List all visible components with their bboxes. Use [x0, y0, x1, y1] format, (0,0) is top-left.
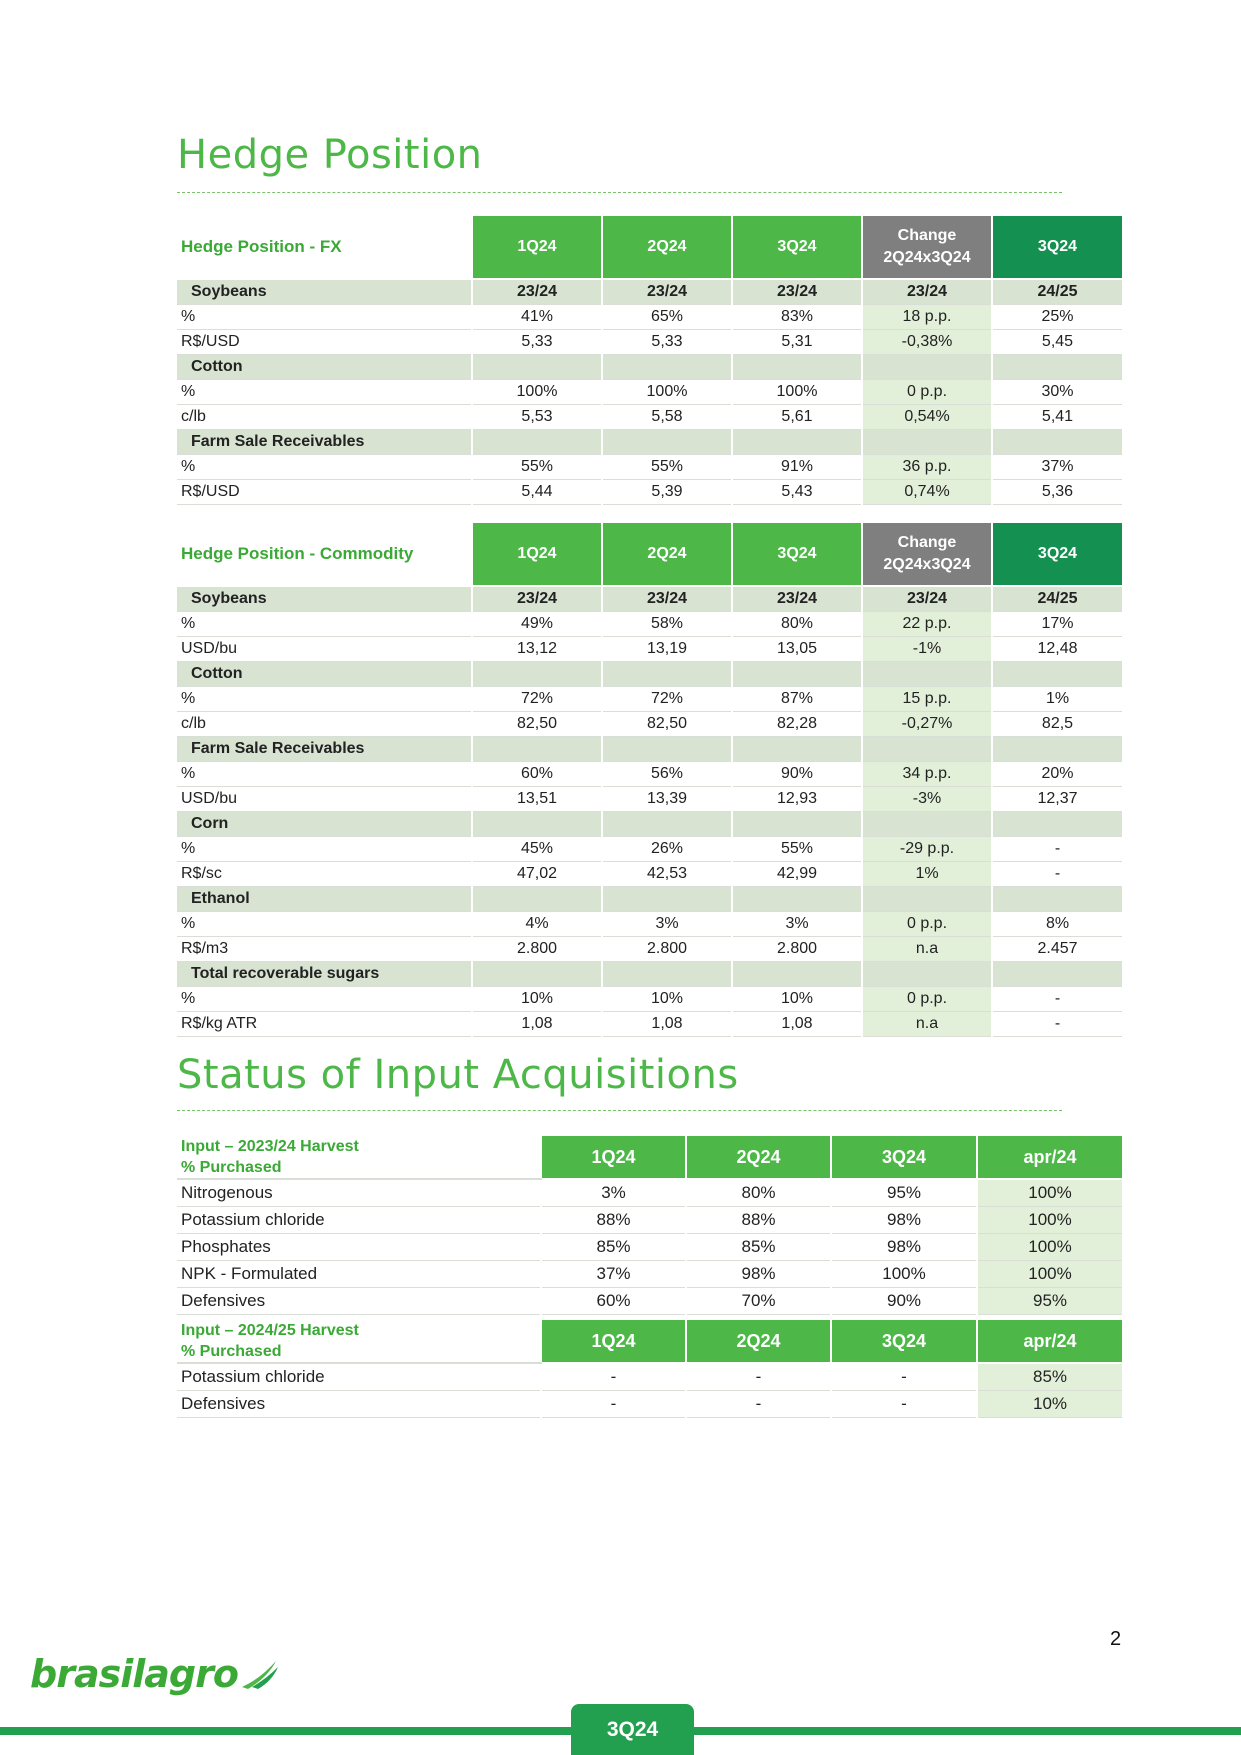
column-header: 1Q24: [541, 1320, 686, 1363]
row-label: %: [177, 762, 472, 787]
section-row: [177, 737, 1123, 762]
row-label: c/lb: [177, 712, 472, 737]
table-cell: 37%: [992, 455, 1123, 480]
table-row: [177, 1234, 1123, 1261]
row-label: Farm Sale Receivables: [177, 430, 472, 455]
table-cell: 83%: [732, 305, 862, 330]
table-cell: 25%: [992, 305, 1123, 330]
table-cell: [602, 887, 732, 912]
table-cell: 3%: [602, 912, 732, 937]
column-header: 3Q24: [992, 523, 1123, 586]
row-label: USD/bu: [177, 787, 472, 812]
table-cell: 15 p.p.: [862, 687, 992, 712]
table-row: [177, 480, 1123, 505]
row-label: Soybeans: [177, 586, 472, 612]
table-cell: 23/24: [862, 586, 992, 612]
row-label: Cotton: [177, 355, 472, 380]
table-cell: 5,58: [602, 405, 732, 430]
row-label: %: [177, 455, 472, 480]
table-row: [177, 712, 1123, 737]
table-cell: [992, 962, 1123, 987]
table-cell: [732, 430, 862, 455]
table-cell: 5,45: [992, 330, 1123, 355]
page-number: 2: [1110, 1628, 1122, 1650]
table-cell: 5,44: [472, 480, 602, 505]
column-header: 3Q24: [831, 1136, 977, 1179]
table-cell: 5,43: [732, 480, 862, 505]
row-label: %: [177, 305, 472, 330]
table-cell: [602, 812, 732, 837]
row-label: Phosphates: [177, 1234, 541, 1261]
brasilagro-logo: [30, 1652, 280, 1696]
column-header: Change 2Q24x3Q24: [862, 216, 992, 279]
table-cell: 0 p.p.: [862, 380, 992, 405]
column-header: 2Q24: [602, 216, 732, 279]
table-cell: 55%: [602, 455, 732, 480]
hedge-commodity-table: [177, 523, 1124, 1037]
table-cell: 5,33: [472, 330, 602, 355]
table-cell: n.a: [862, 937, 992, 962]
row-label: Total recoverable sugars: [177, 962, 472, 987]
table-cell: [472, 430, 602, 455]
hedge-position-title: Hedge Position: [177, 132, 483, 178]
table-cell: 5,53: [472, 405, 602, 430]
table-cell: 100%: [977, 1234, 1123, 1261]
column-header: 2Q24: [602, 523, 732, 586]
input-2024-25-table: [177, 1320, 1124, 1418]
table-row: [177, 1363, 1123, 1391]
table-cell: 3%: [732, 912, 862, 937]
table-cell: [862, 355, 992, 380]
table-title: Hedge Position - FX: [177, 216, 472, 279]
table-row: [177, 305, 1123, 330]
table-cell: 87%: [732, 687, 862, 712]
table-cell: 4%: [472, 912, 602, 937]
table-cell: 37%: [541, 1261, 686, 1288]
table-cell: 3%: [541, 1179, 686, 1207]
table-cell: -: [541, 1391, 686, 1418]
table-cell: 80%: [686, 1179, 831, 1207]
table-cell: -1%: [862, 637, 992, 662]
table-row: [177, 762, 1123, 787]
table-cell: [602, 962, 732, 987]
row-label: Potassium chloride: [177, 1207, 541, 1234]
table-cell: [472, 887, 602, 912]
table-cell: -: [686, 1391, 831, 1418]
table-cell: [862, 887, 992, 912]
row-label: Cotton: [177, 662, 472, 687]
row-label: Defensives: [177, 1391, 541, 1418]
table-cell: 8%: [992, 912, 1123, 937]
table-row: [177, 405, 1123, 430]
table-cell: 85%: [977, 1363, 1123, 1391]
table-cell: [992, 812, 1123, 837]
section-row: [177, 962, 1123, 987]
table-cell: 10%: [602, 987, 732, 1012]
table-cell: 100%: [977, 1179, 1123, 1207]
table-cell: 100%: [602, 380, 732, 405]
table-cell: 55%: [732, 837, 862, 862]
table-cell: 70%: [686, 1288, 831, 1315]
table-row: [177, 612, 1123, 637]
column-header: Change 2Q24x3Q24: [862, 523, 992, 586]
table-cell: 47,02: [472, 862, 602, 887]
table-cell: -: [686, 1363, 831, 1391]
table-cell: 23/24: [862, 279, 992, 305]
column-header: 3Q24: [992, 216, 1123, 279]
table-cell: 2.457: [992, 937, 1123, 962]
table-cell: 82,28: [732, 712, 862, 737]
table-cell: 23/24: [602, 279, 732, 305]
table-cell: -0,27%: [862, 712, 992, 737]
table-cell: 65%: [602, 305, 732, 330]
table-cell: 100%: [977, 1261, 1123, 1288]
table-cell: [862, 812, 992, 837]
row-label: %: [177, 380, 472, 405]
column-header: 2Q24: [686, 1320, 831, 1363]
row-label: Farm Sale Receivables: [177, 737, 472, 762]
table-cell: 2.800: [602, 937, 732, 962]
row-label: R$/USD: [177, 330, 472, 355]
table-cell: 85%: [541, 1234, 686, 1261]
section-row: [177, 355, 1123, 380]
table-cell: 90%: [831, 1288, 977, 1315]
table-cell: 82,50: [472, 712, 602, 737]
table-cell: [862, 662, 992, 687]
table-cell: 82,50: [602, 712, 732, 737]
table-cell: [472, 355, 602, 380]
table-cell: 13,51: [472, 787, 602, 812]
table-cell: 85%: [686, 1234, 831, 1261]
section-row: [177, 812, 1123, 837]
table-cell: 20%: [992, 762, 1123, 787]
section-row: [177, 662, 1123, 687]
column-header: 2Q24: [686, 1136, 831, 1179]
table-cell: 60%: [541, 1288, 686, 1315]
table-title: Input – 2023/24 Harvest % Purchased: [177, 1136, 541, 1179]
row-label: Nitrogenous: [177, 1179, 541, 1207]
table-cell: 88%: [541, 1207, 686, 1234]
table-cell: 23/24: [732, 279, 862, 305]
row-label: Potassium chloride: [177, 1363, 541, 1391]
table-cell: [732, 355, 862, 380]
table-cell: 1,08: [732, 1012, 862, 1037]
row-label: %: [177, 912, 472, 937]
table-header-row: [177, 216, 1123, 279]
table-cell: 60%: [472, 762, 602, 787]
table-cell: [472, 962, 602, 987]
table-header-row: [177, 1136, 1123, 1179]
table-cell: 1,08: [602, 1012, 732, 1037]
table-cell: [602, 662, 732, 687]
row-label: Defensives: [177, 1288, 541, 1315]
table-cell: 23/24: [602, 586, 732, 612]
table-cell: -: [541, 1363, 686, 1391]
footer-quarter-tab: 3Q24: [571, 1704, 694, 1755]
table-cell: 100%: [472, 380, 602, 405]
table-row: [177, 912, 1123, 937]
section-row: [177, 430, 1123, 455]
column-header: apr/24: [977, 1320, 1123, 1363]
table-row: [177, 1288, 1123, 1315]
table-cell: [472, 662, 602, 687]
table-cell: 2.800: [472, 937, 602, 962]
table-title: Hedge Position - Commodity: [177, 523, 472, 586]
table-cell: [732, 737, 862, 762]
table-cell: 12,93: [732, 787, 862, 812]
logo-text: brasilagro: [30, 1652, 238, 1696]
table-cell: 100%: [977, 1207, 1123, 1234]
column-header: 3Q24: [732, 216, 862, 279]
row-label: USD/bu: [177, 637, 472, 662]
table-cell: 5,41: [992, 405, 1123, 430]
row-label: R$/m3: [177, 937, 472, 962]
section-row: [177, 279, 1123, 305]
table-cell: n.a: [862, 1012, 992, 1037]
table-row: [177, 1179, 1123, 1207]
table-row: [177, 330, 1123, 355]
table-cell: 42,99: [732, 862, 862, 887]
table-cell: -0,38%: [862, 330, 992, 355]
table-cell: 13,12: [472, 637, 602, 662]
table-cell: [862, 430, 992, 455]
table-cell: 1%: [992, 687, 1123, 712]
table-cell: 90%: [732, 762, 862, 787]
table-cell: 41%: [472, 305, 602, 330]
table-cell: 98%: [686, 1261, 831, 1288]
table-header-row: [177, 523, 1123, 586]
table-row: [177, 1261, 1123, 1288]
table-cell: 17%: [992, 612, 1123, 637]
table-cell: [602, 737, 732, 762]
table-row: [177, 837, 1123, 862]
table-cell: 88%: [686, 1207, 831, 1234]
table-cell: 5,61: [732, 405, 862, 430]
table-cell: 12,48: [992, 637, 1123, 662]
table-cell: -: [992, 837, 1123, 862]
table-cell: 26%: [602, 837, 732, 862]
table-cell: 49%: [472, 612, 602, 637]
row-label: %: [177, 612, 472, 637]
table-cell: 1%: [862, 862, 992, 887]
table-row: [177, 987, 1123, 1012]
table-cell: 23/24: [472, 586, 602, 612]
table-cell: 98%: [831, 1234, 977, 1261]
table-cell: [992, 430, 1123, 455]
table-cell: 1,08: [472, 1012, 602, 1037]
table-cell: 91%: [732, 455, 862, 480]
column-header: 1Q24: [472, 523, 602, 586]
row-label: Soybeans: [177, 279, 472, 305]
table-cell: 55%: [472, 455, 602, 480]
table-cell: -: [831, 1363, 977, 1391]
table-cell: [732, 812, 862, 837]
row-label: Corn: [177, 812, 472, 837]
table-cell: 10%: [732, 987, 862, 1012]
row-label: %: [177, 837, 472, 862]
table-cell: 0 p.p.: [862, 912, 992, 937]
table-cell: -: [992, 987, 1123, 1012]
table-cell: 5,39: [602, 480, 732, 505]
column-header: apr/24: [977, 1136, 1123, 1179]
table-header-row: [177, 1320, 1123, 1363]
table-cell: 24/25: [992, 586, 1123, 612]
hedge-fx-table: [177, 216, 1124, 505]
table-row: [177, 1391, 1123, 1418]
title-divider: [177, 1110, 1062, 1111]
table-cell: 10%: [977, 1391, 1123, 1418]
column-header: 1Q24: [541, 1136, 686, 1179]
input-acquisitions-title: Status of Input Acquisitions: [177, 1052, 739, 1098]
table-cell: 42,53: [602, 862, 732, 887]
table-cell: 13,05: [732, 637, 862, 662]
table-cell: 22 p.p.: [862, 612, 992, 637]
section-row: [177, 887, 1123, 912]
input-2023-24-table: [177, 1136, 1124, 1315]
table-cell: 23/24: [732, 586, 862, 612]
table-row: [177, 637, 1123, 662]
table-cell: -: [992, 1012, 1123, 1037]
table-cell: 72%: [602, 687, 732, 712]
table-cell: [992, 737, 1123, 762]
table-cell: [992, 662, 1123, 687]
table-title: Input – 2024/25 Harvest % Purchased: [177, 1320, 541, 1363]
row-label: R$/kg ATR: [177, 1012, 472, 1037]
table-cell: 18 p.p.: [862, 305, 992, 330]
table-cell: 45%: [472, 837, 602, 862]
row-label: R$/USD: [177, 480, 472, 505]
table-cell: 0 p.p.: [862, 987, 992, 1012]
table-cell: [472, 737, 602, 762]
table-cell: 80%: [732, 612, 862, 637]
table-cell: [602, 430, 732, 455]
table-cell: 95%: [977, 1288, 1123, 1315]
table-cell: 30%: [992, 380, 1123, 405]
table-cell: 82,5: [992, 712, 1123, 737]
table-cell: 2.800: [732, 937, 862, 962]
table-cell: 95%: [831, 1179, 977, 1207]
table-row: [177, 937, 1123, 962]
table-row: [177, 1012, 1123, 1037]
row-label: R$/sc: [177, 862, 472, 887]
table-cell: 5,36: [992, 480, 1123, 505]
table-cell: 34 p.p.: [862, 762, 992, 787]
table-cell: -3%: [862, 787, 992, 812]
table-cell: [862, 962, 992, 987]
table-cell: [602, 355, 732, 380]
table-cell: -: [831, 1391, 977, 1418]
table-cell: [732, 887, 862, 912]
column-header: 1Q24: [472, 216, 602, 279]
table-cell: [472, 812, 602, 837]
row-label: %: [177, 987, 472, 1012]
table-cell: 13,39: [602, 787, 732, 812]
table-row: [177, 862, 1123, 887]
table-cell: 5,31: [732, 330, 862, 355]
table-cell: 100%: [732, 380, 862, 405]
table-cell: -: [992, 862, 1123, 887]
table-cell: 23/24: [472, 279, 602, 305]
table-cell: [732, 662, 862, 687]
table-row: [177, 380, 1123, 405]
table-cell: 0,74%: [862, 480, 992, 505]
table-cell: -29 p.p.: [862, 837, 992, 862]
table-cell: 98%: [831, 1207, 977, 1234]
table-cell: 72%: [472, 687, 602, 712]
table-cell: [992, 355, 1123, 380]
table-cell: 36 p.p.: [862, 455, 992, 480]
table-cell: 5,33: [602, 330, 732, 355]
row-label: c/lb: [177, 405, 472, 430]
row-label: NPK - Formulated: [177, 1261, 541, 1288]
column-header: 3Q24: [732, 523, 862, 586]
row-label: Ethanol: [177, 887, 472, 912]
table-cell: 0,54%: [862, 405, 992, 430]
logo-arrows-icon: [238, 1657, 280, 1691]
table-cell: 100%: [831, 1261, 977, 1288]
table-cell: 10%: [472, 987, 602, 1012]
column-header: 3Q24: [831, 1320, 977, 1363]
table-cell: 24/25: [992, 279, 1123, 305]
table-cell: 12,37: [992, 787, 1123, 812]
table-cell: [732, 962, 862, 987]
table-cell: [862, 737, 992, 762]
table-cell: [992, 887, 1123, 912]
title-divider: [177, 192, 1062, 193]
row-label: %: [177, 687, 472, 712]
table-row: [177, 455, 1123, 480]
table-cell: 13,19: [602, 637, 732, 662]
table-cell: 56%: [602, 762, 732, 787]
table-row: [177, 687, 1123, 712]
table-row: [177, 787, 1123, 812]
table-cell: 58%: [602, 612, 732, 637]
table-row: [177, 1207, 1123, 1234]
section-row: [177, 586, 1123, 612]
